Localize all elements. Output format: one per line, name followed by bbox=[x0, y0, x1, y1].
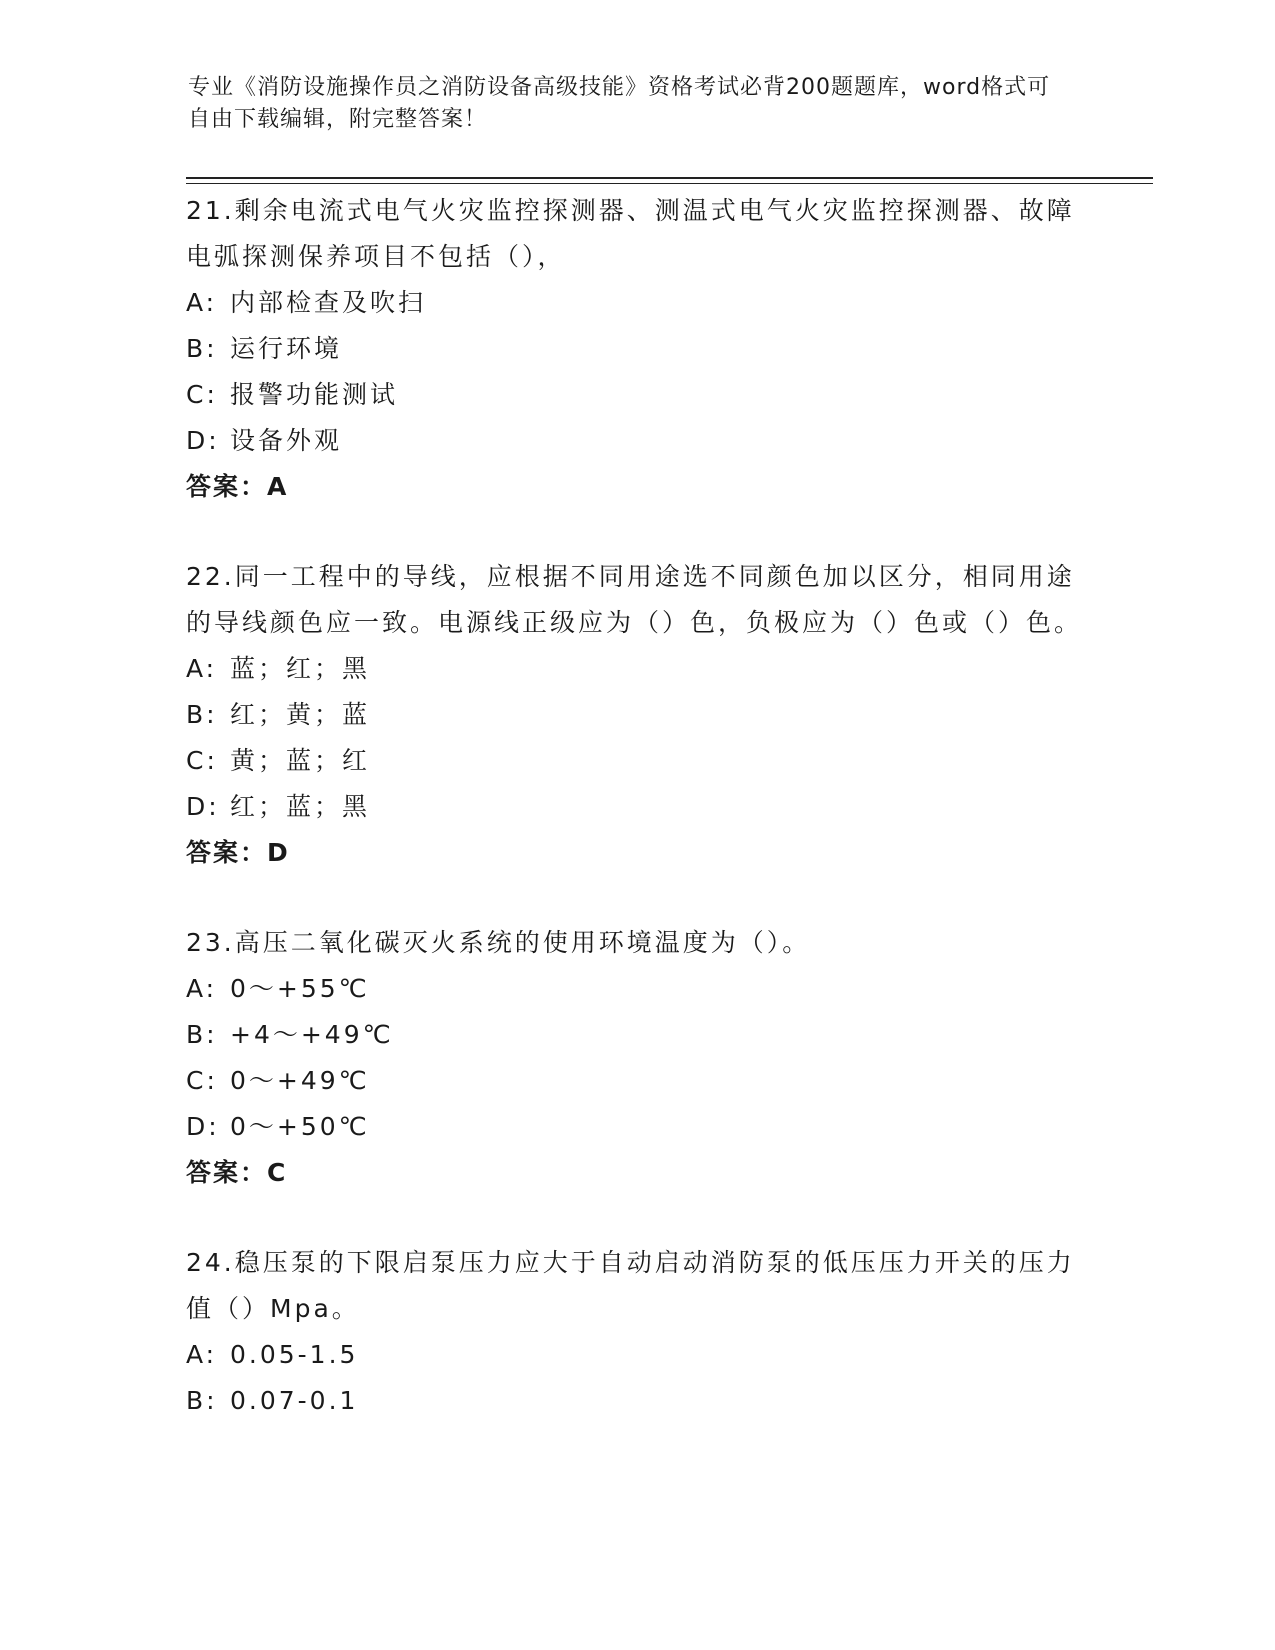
option-letter: D: bbox=[186, 792, 220, 821]
option-d bbox=[186, 784, 1086, 830]
option-letter: C: bbox=[186, 746, 218, 775]
option-text: 运行环境 bbox=[230, 334, 343, 363]
option-text: 红；黄；蓝 bbox=[230, 700, 371, 729]
option-text: 内部检查及吹扫 bbox=[230, 288, 427, 317]
option-text: 0～+55℃ bbox=[230, 974, 370, 1003]
document-header: 专业《消防设施操作员之消防设备高级技能》资格考试必背200题题库，word格式可自由下载编辑，附完整答案！ bbox=[188, 75, 1051, 132]
question-answer: 答案：D bbox=[186, 838, 290, 867]
option-letter: A: bbox=[186, 654, 218, 683]
question-21 bbox=[186, 188, 1086, 510]
option-a bbox=[186, 966, 1086, 1012]
question-22 bbox=[186, 554, 1086, 876]
option-letter: B: bbox=[186, 1386, 218, 1415]
option-b bbox=[186, 326, 1086, 372]
option-letter: B: bbox=[186, 334, 218, 363]
option-d bbox=[186, 1104, 1086, 1150]
option-c bbox=[186, 1058, 1086, 1104]
option-text: 0～+49℃ bbox=[230, 1066, 370, 1095]
option-text: 0.05-1.5 bbox=[230, 1340, 359, 1369]
option-text: 蓝；红；黑 bbox=[230, 654, 371, 683]
option-letter: D: bbox=[186, 426, 220, 455]
option-a bbox=[186, 280, 1086, 326]
option-a bbox=[186, 1332, 1086, 1378]
option-letter: B: bbox=[186, 1020, 218, 1049]
question-stem: 23.高压二氧化碳灭火系统的使用环境温度为（）。 bbox=[186, 928, 811, 957]
option-text: 0～+50℃ bbox=[230, 1112, 370, 1141]
option-letter: D: bbox=[186, 1112, 220, 1141]
question-stem: 22.同一工程中的导线，应根据不同用途选不同颜色加以区分，相同用途的导线颜色应一致。电源线正级应为（）色，负极应为（）色或（）色。 bbox=[186, 562, 1083, 637]
question-answer: 答案：C bbox=[186, 1158, 288, 1187]
option-letter: C: bbox=[186, 1066, 218, 1095]
option-text: +4～+49℃ bbox=[230, 1020, 394, 1049]
header-rule-thick bbox=[186, 177, 1153, 179]
option-text: 红；蓝；黑 bbox=[230, 792, 371, 821]
option-b bbox=[186, 1012, 1086, 1058]
question-list bbox=[186, 188, 1086, 1468]
question-23 bbox=[186, 920, 1086, 1196]
question-answer: 答案：A bbox=[186, 472, 289, 501]
option-c bbox=[186, 372, 1086, 418]
option-letter: A: bbox=[186, 974, 218, 1003]
option-b bbox=[186, 692, 1086, 738]
option-c bbox=[186, 738, 1086, 784]
question-24 bbox=[186, 1240, 1086, 1424]
option-letter: C: bbox=[186, 380, 218, 409]
header-rule-thin bbox=[186, 183, 1153, 184]
option-letter: B: bbox=[186, 700, 218, 729]
option-letter: A: bbox=[186, 1340, 218, 1369]
option-a bbox=[186, 646, 1086, 692]
option-letter: A: bbox=[186, 288, 218, 317]
option-text: 设备外观 bbox=[230, 426, 343, 455]
question-stem: 24.稳压泵的下限启泵压力应大于自动启动消防泵的低压压力开关的压力值（）Mpa。 bbox=[186, 1248, 1075, 1323]
question-stem: 21.剩余电流式电气火灾监控探测器、测温式电气火灾监控探测器、故障电弧探测保养项目不包括（）， bbox=[186, 196, 1075, 271]
option-text: 黄；蓝；红 bbox=[230, 746, 371, 775]
option-b bbox=[186, 1378, 1086, 1424]
option-text: 0.07-0.1 bbox=[230, 1386, 359, 1415]
option-text: 报警功能测试 bbox=[230, 380, 399, 409]
option-d bbox=[186, 418, 1086, 464]
